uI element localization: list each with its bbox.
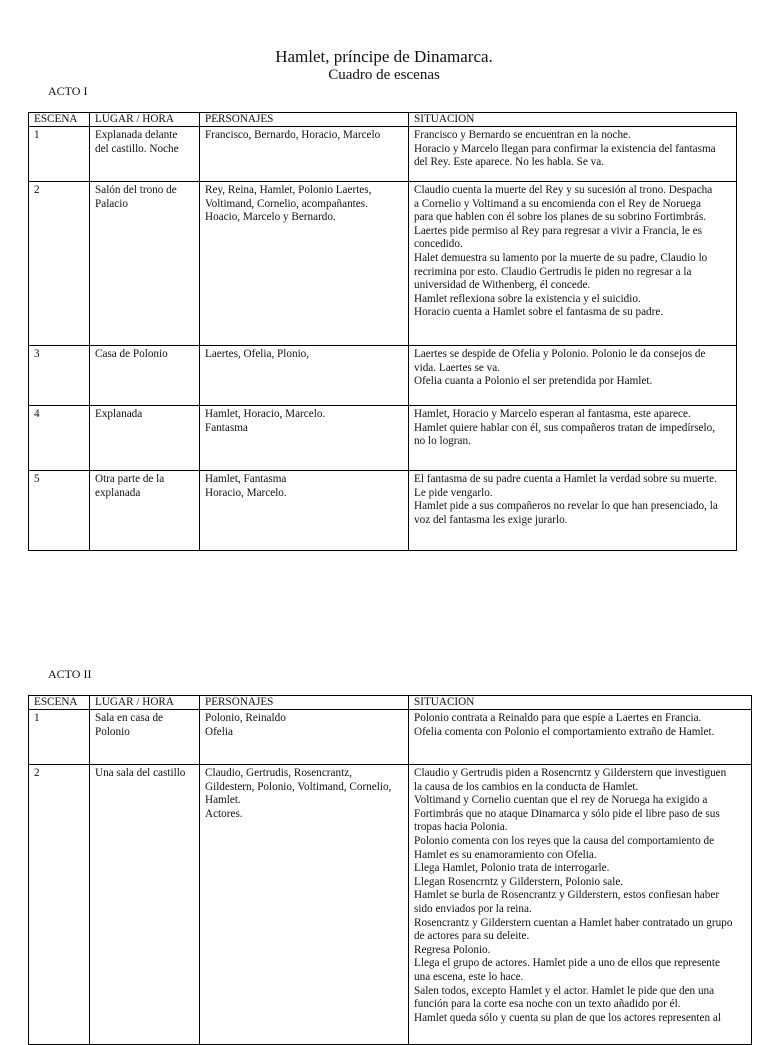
cell-situacion: Polonio contrata a Reinaldo para que espíe a Laertes en Francia. Ofelia comenta con Polonio el comportamiento extraño de Hamlet. xyxy=(409,710,752,765)
table-row xyxy=(29,346,737,406)
table-row xyxy=(29,127,737,182)
cell-escena: 2 xyxy=(29,765,90,1045)
header-personajes: PERSONAJES xyxy=(200,696,409,710)
cell-situacion: Hamlet, Horacio y Marcelo esperan al fantasma, este aparece. Hamlet quiere hablar con él, sus compañeros tratan de impedírselo, no lo logran. xyxy=(409,406,737,471)
cell-escena: 4 xyxy=(29,406,90,471)
header-lugar-hora: LUGAR / HORA xyxy=(90,113,200,127)
header-situacion: SITUACION xyxy=(409,113,737,127)
cell-lugar: Salón del trono de Palacio xyxy=(90,182,200,346)
cell-personajes: Hamlet, Horacio, Marcelo. Fantasma xyxy=(200,406,409,471)
cell-personajes: Laertes, Ofelia, Plonio, xyxy=(200,346,409,406)
cell-personajes: Claudio, Gertrudis, Rosencrantz, Gildestern, Polonio, Voltimand, Cornelio, Hamlet. Actores. xyxy=(200,765,409,1045)
table-row xyxy=(29,471,737,551)
cell-escena: 2 xyxy=(29,182,90,346)
cell-personajes: Francisco, Bernardo, Horacio, Marcelo xyxy=(200,127,409,182)
act-2-heading: ACTO II xyxy=(48,667,92,681)
cell-escena: 1 xyxy=(29,710,90,765)
cell-situacion: El fantasma de su padre cuenta a Hamlet la verdad sobre su muerte. Le pide vengarlo. Hamlet pide a sus compañeros no revelar lo que han presenciado, la voz del fantasma les exige jurarlo. xyxy=(409,471,737,551)
cell-lugar: Una sala del castillo xyxy=(90,765,200,1045)
table-header-row xyxy=(29,113,737,127)
header-situacion: SITUACION xyxy=(409,696,752,710)
cell-escena: 3 xyxy=(29,346,90,406)
table-row xyxy=(29,765,752,1045)
cell-lugar: Casa de Polonio xyxy=(90,346,200,406)
table-row xyxy=(29,406,737,471)
header-escena: ESCENA xyxy=(29,696,90,710)
table-header-row xyxy=(29,696,752,710)
cell-lugar: Explanada xyxy=(90,406,200,471)
table-row xyxy=(29,182,737,346)
cell-lugar: Sala en casa de Polonio xyxy=(90,710,200,765)
cell-escena: 5 xyxy=(29,471,90,551)
cell-personajes: Hamlet, Fantasma Horacio, Marcelo. xyxy=(200,471,409,551)
act-1-scene-table xyxy=(28,112,737,551)
header-escena: ESCENA xyxy=(29,113,90,127)
cell-escena: 1 xyxy=(29,127,90,182)
cell-situacion: Claudio y Gertrudis piden a Rosencrntz y Gilderstern que investiguen la causa de los cambios en la conducta de Hamlet. Voltimand y Cornelio cuentan que el rey de Noruega ha exigido a Fortimbrás que no ataque Dinamarca y sólo pide el libre paso de sus tropas hacia Polonia. Polonio comenta con los reyes que la causa del comportamiento de Hamlet es su enamoramiento con Ofelia. Llega Hamlet, Polonio trata de interrogarle. Llegan Rosencrntz y Gilderstern, Polonio sale. Hamlet se burla de Rosencrantz y Gilderstern, estos confiesan haber sido enviados por la reina. Rosencrantz y Gilderstern cuentan a Hamlet haber contratado un grupo de actores para su deleite. Regresa Polonio. Llega el grupo de actores. Hamlet pide a uno de ellos que represente una escena, este lo hace. Salen todos, excepto Hamlet y el actor. Hamlet le pide que den una función para la corte esa noche con un texto añadido por él. Hamlet queda sólo y cuenta su plan de que los actores representen al xyxy=(409,765,752,1045)
table-row xyxy=(29,710,752,765)
cell-personajes: Polonio, Reinaldo Ofelia xyxy=(200,710,409,765)
act-2-scene-table xyxy=(28,695,752,1045)
header-lugar-hora: LUGAR / HORA xyxy=(90,696,200,710)
document-subtitle: Cuadro de escenas xyxy=(328,67,440,83)
document-title: Hamlet, príncipe de Dinamarca. xyxy=(275,47,493,66)
cell-personajes: Rey, Reina, Hamlet, Polonio Laertes, Voltimand, Cornelio, acompañantes. Hoacio, Marcelo y Bernardo. xyxy=(200,182,409,346)
cell-lugar: Explanada delante del castillo. Noche xyxy=(90,127,200,182)
cell-situacion: Laertes se despide de Ofelia y Polonio. Polonio le da consejos de vida. Laertes se va. Ofelia cuanta a Polonio el ser pretendida por Hamlet. xyxy=(409,346,737,406)
cell-lugar: Otra parte de la explanada xyxy=(90,471,200,551)
cell-situacion: Claudio cuenta la muerte del Rey y su sucesión al trono. Despacha a Cornelio y Voltimand a su encomienda con el Rey de Noruega para que hablen con él sobre los planes de su sobrino Fortimbrás. Laertes pide permiso al Rey para regresar a vivir a Francia, le es concedido. Halet demuestra su lamento por la muerte de su padre, Claudio lo recrimina por esto. Claudio Gertrudis le piden no regresar a la universidad de Withenberg, él concede. Hamlet reflexiona sobre la existencia y el suicidio. Horacio cuenta a Hamlet sobre el fantasma de su padre. xyxy=(409,182,737,346)
cell-situacion: Francisco y Bernardo se encuentran en la noche. Horacio y Marcelo llegan para confirmar la existencia del fantasma del Rey. Este aparece. No les habla. Se va. xyxy=(409,127,737,182)
act-1-heading: ACTO I xyxy=(48,84,88,98)
header-personajes: PERSONAJES xyxy=(200,113,409,127)
